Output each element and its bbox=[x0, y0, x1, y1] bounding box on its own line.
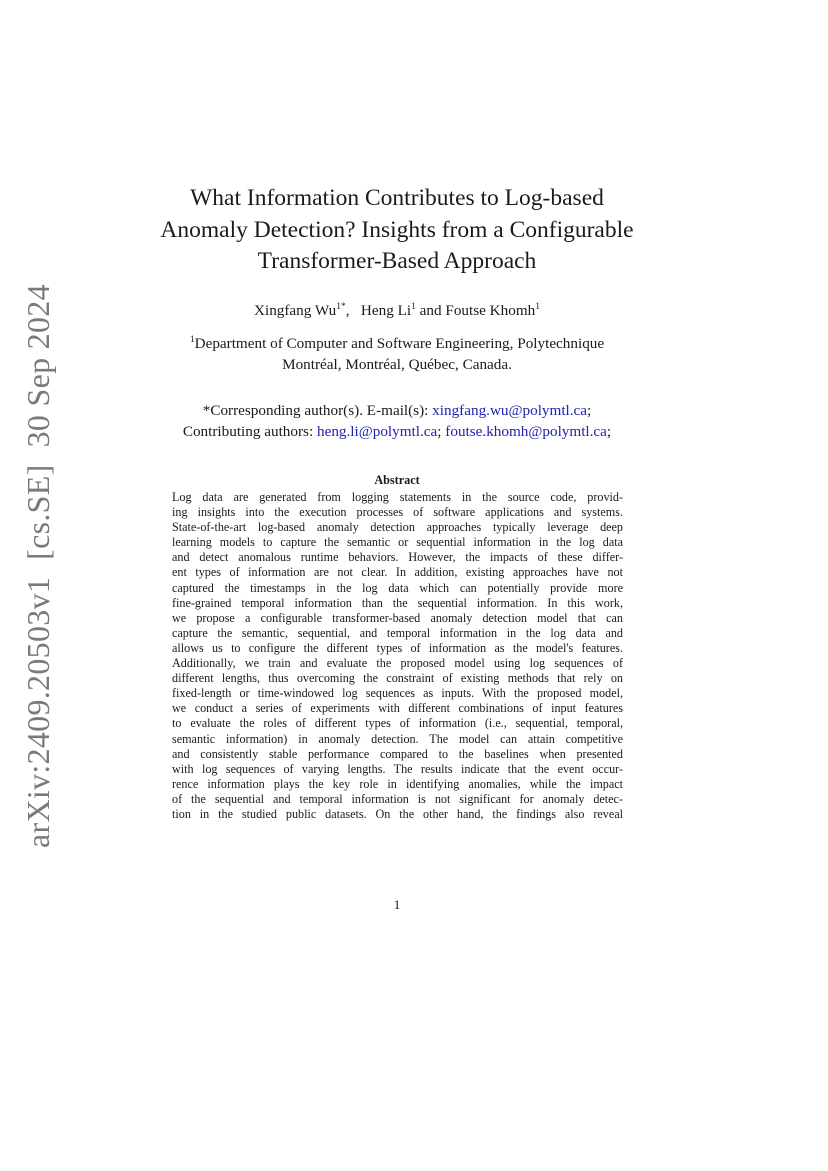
abstract-line: Log data are generated from logging statements in the source code, provid- bbox=[172, 490, 623, 504]
abstract-heading: Abstract bbox=[374, 473, 420, 487]
title-line: Transformer-Based Approach bbox=[257, 248, 537, 274]
abstract-line: Additionally, we train and evaluate the proposed model using log sequences of bbox=[172, 656, 623, 671]
affiliation bbox=[0, 330, 794, 375]
correspondence-block bbox=[0, 401, 794, 442]
punctuation: ; bbox=[587, 402, 592, 419]
abstract-line: captured the timestamps in the log data which can potentially provide more bbox=[172, 580, 623, 595]
author-affiliation-mark: 1* bbox=[336, 302, 346, 312]
email-link[interactable]: xingfang.wu@polymtl.ca bbox=[432, 402, 588, 419]
title-line: Anomaly Detection? Insights from a Configurable bbox=[160, 216, 634, 243]
abstract-line: rence information plays the key role in identifying anomalies, while the impact bbox=[172, 776, 623, 791]
email-link[interactable]: foutse.khomh@polymtl.ca bbox=[445, 422, 607, 440]
paper-title bbox=[0, 183, 794, 278]
affiliation-line: Montréal, Montréal, Québec, Canada. bbox=[282, 355, 512, 373]
arxiv-id: arXiv:2409.20503v1 bbox=[20, 576, 56, 848]
abstract-line: ent types of information are not clear. In addition, existing approaches have not bbox=[172, 565, 623, 580]
affiliation-text: Department of Computer and Software Engineering, Polytechnique bbox=[194, 335, 605, 353]
arxiv-category: [cs.SE] bbox=[20, 464, 56, 560]
abstract-line: and detect anomalous runtime behaviors. However, the impacts of these differ- bbox=[172, 550, 623, 565]
abstract-line: tion in the studied public datasets. On the other hand, the findings also reveal bbox=[172, 806, 623, 821]
corresponding-author-line bbox=[0, 401, 794, 422]
author-name: Xingfang Wu bbox=[254, 302, 337, 320]
abstract-line: we propose a configurable transformer-based anomaly detection model that can bbox=[172, 610, 623, 625]
abstract-line: and consistently stable performance compared to the baselines when presented bbox=[172, 746, 623, 761]
page-number: 1 bbox=[393, 897, 401, 912]
affiliation-line bbox=[0, 330, 794, 355]
abstract-line: allows us to configure the different types of information as the model's features. bbox=[172, 640, 623, 655]
author-name: Foutse Khomh bbox=[445, 302, 536, 320]
author-separator: , bbox=[345, 302, 350, 320]
email-link[interactable]: heng.li@polymtl.ca bbox=[316, 422, 438, 440]
abstract-line: learning models to capture the semantic or sequential information in the log data bbox=[172, 535, 623, 550]
abstract-line: we conduct a series of experiments with different combinations of input features bbox=[172, 701, 623, 716]
abstract-body bbox=[172, 490, 623, 822]
arxiv-date: 30 Sep 2024 bbox=[20, 284, 56, 448]
abstract-line: of the sequential and temporal information is not significant for anomaly detec- bbox=[172, 791, 623, 806]
abstract-line: to evaluate the roles of different types of information (i.e., sequential, temporal, bbox=[172, 716, 623, 731]
punctuation: ; bbox=[606, 422, 612, 440]
punctuation: ; bbox=[437, 422, 442, 440]
abstract-line: semantic information) in anomaly detection. The model can attain competitive bbox=[172, 731, 623, 746]
author-affiliation-mark: 1 bbox=[535, 302, 540, 312]
abstract-line: ing insights into the execution processes of software applications and systems. bbox=[172, 505, 623, 520]
abstract-line: fixed-length or time-windowed log sequences as inputs. With the proposed model, bbox=[172, 686, 623, 701]
abstract-line: different lengths, thus overcoming the constraint of existing methods that rely on bbox=[172, 671, 623, 686]
affiliation-mark: 1 bbox=[189, 335, 195, 345]
abstract-line: State-of-the-art log-based anomaly detection approaches typically leverage deep bbox=[172, 520, 623, 535]
author-list bbox=[0, 297, 794, 321]
contributing-label: Contributing authors: bbox=[182, 422, 314, 440]
author-conjunction: and bbox=[419, 302, 442, 320]
author-affiliation-mark: 1 bbox=[411, 302, 416, 312]
corresponding-label: *Corresponding author(s). E-mail(s): bbox=[202, 402, 429, 419]
abstract-line: capture the semantic, sequential, and temporal information in the log data and bbox=[172, 625, 623, 640]
contributing-authors-line bbox=[0, 422, 794, 443]
abstract-line: with log sequences of varying lengths. The results indicate that the event occur- bbox=[172, 761, 623, 776]
author-name: Heng Li bbox=[360, 302, 412, 320]
abstract-line: fine-grained temporal information than the sequential information. In this work, bbox=[172, 595, 623, 610]
title-line: What Information Contributes to Log-based bbox=[190, 185, 604, 211]
